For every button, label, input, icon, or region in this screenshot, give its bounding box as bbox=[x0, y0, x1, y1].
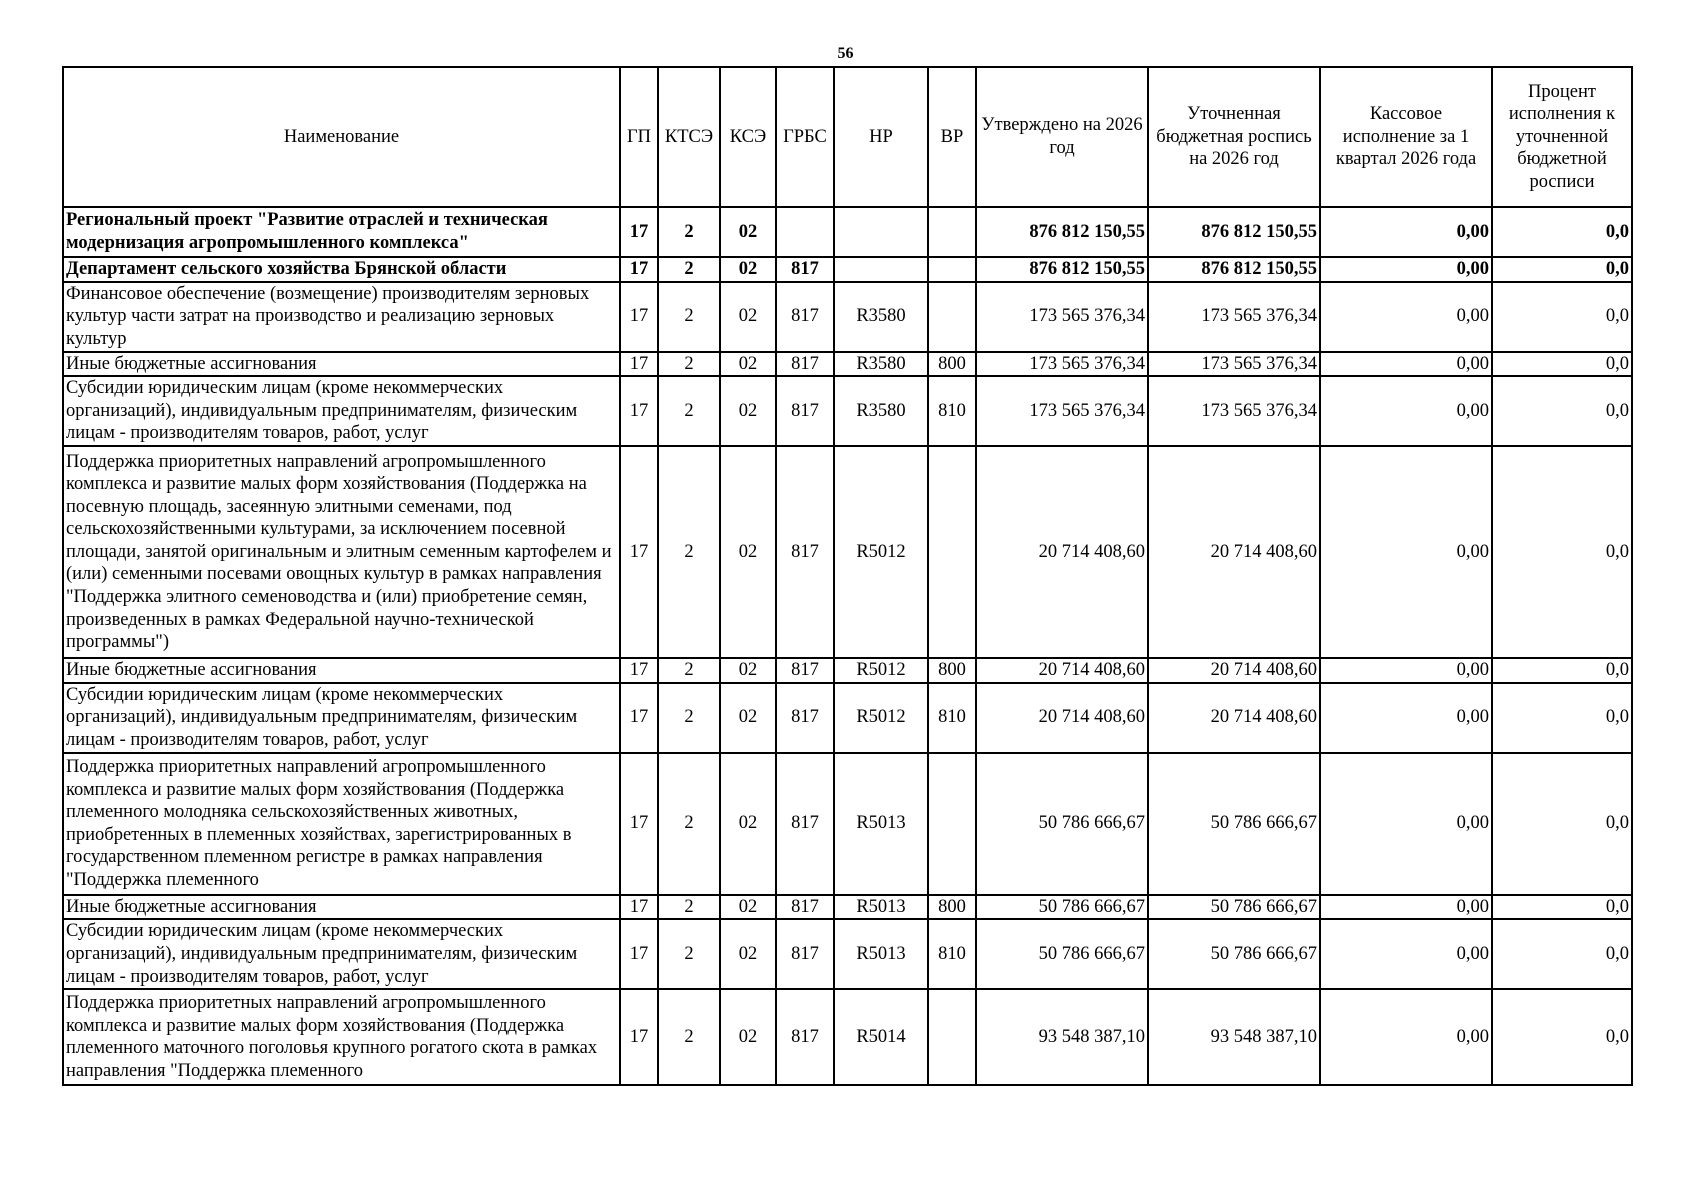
table-row bbox=[63, 919, 1632, 989]
cell-ktse: 2 bbox=[658, 352, 720, 377]
cell-refined: 876 812 150,55 bbox=[1148, 257, 1320, 282]
cell-vr bbox=[928, 282, 976, 352]
cell-percent: 0,0 bbox=[1492, 257, 1632, 282]
cell-grbs: 817 bbox=[776, 658, 834, 683]
header-name: Наименование bbox=[63, 67, 620, 207]
cell-kse: 02 bbox=[720, 257, 776, 282]
cell-percent: 0,0 bbox=[1492, 658, 1632, 683]
cell-nr: R5012 bbox=[834, 683, 928, 753]
cell-kse: 02 bbox=[720, 446, 776, 658]
table-row bbox=[63, 207, 1632, 257]
cell-ktse: 2 bbox=[658, 446, 720, 658]
cell-grbs: 817 bbox=[776, 753, 834, 895]
cell-gp: 17 bbox=[620, 683, 658, 753]
cell-approved: 173 565 376,34 bbox=[976, 352, 1148, 377]
cell-refined: 20 714 408,60 bbox=[1148, 683, 1320, 753]
cell-cash: 0,00 bbox=[1320, 207, 1492, 257]
cell-approved: 20 714 408,60 bbox=[976, 683, 1148, 753]
cell-grbs: 817 bbox=[776, 257, 834, 282]
cell-name: Иные бюджетные ассигнования bbox=[63, 352, 620, 377]
cell-approved: 876 812 150,55 bbox=[976, 257, 1148, 282]
cell-approved: 20 714 408,60 bbox=[976, 658, 1148, 683]
header-approved: Утверждено на 2026 год bbox=[976, 67, 1148, 207]
cell-refined: 876 812 150,55 bbox=[1148, 207, 1320, 257]
cell-refined: 173 565 376,34 bbox=[1148, 376, 1320, 446]
cell-vr: 810 bbox=[928, 683, 976, 753]
cell-nr: R3580 bbox=[834, 352, 928, 377]
cell-kse: 02 bbox=[720, 658, 776, 683]
cell-nr: R5013 bbox=[834, 753, 928, 895]
cell-cash: 0,00 bbox=[1320, 895, 1492, 920]
cell-grbs: 817 bbox=[776, 895, 834, 920]
header-kse: КСЭ bbox=[720, 67, 776, 207]
cell-gp: 17 bbox=[620, 282, 658, 352]
cell-kse: 02 bbox=[720, 919, 776, 989]
cell-approved: 876 812 150,55 bbox=[976, 207, 1148, 257]
cell-percent: 0,0 bbox=[1492, 895, 1632, 920]
cell-kse: 02 bbox=[720, 207, 776, 257]
table-row bbox=[63, 282, 1632, 352]
cell-percent: 0,0 bbox=[1492, 352, 1632, 377]
cell-percent: 0,0 bbox=[1492, 683, 1632, 753]
budget-execution-table bbox=[62, 66, 1633, 1086]
table-body bbox=[63, 207, 1632, 1085]
table-row bbox=[63, 376, 1632, 446]
cell-cash: 0,00 bbox=[1320, 753, 1492, 895]
cell-cash: 0,00 bbox=[1320, 919, 1492, 989]
cell-nr bbox=[834, 207, 928, 257]
header-refined: Уточненная бюджетная роспись на 2026 год bbox=[1148, 67, 1320, 207]
cell-ktse: 2 bbox=[658, 207, 720, 257]
cell-refined: 50 786 666,67 bbox=[1148, 919, 1320, 989]
cell-nr: R3580 bbox=[834, 376, 928, 446]
cell-nr: R5013 bbox=[834, 895, 928, 920]
cell-grbs bbox=[776, 207, 834, 257]
cell-percent: 0,0 bbox=[1492, 446, 1632, 658]
cell-grbs: 817 bbox=[776, 989, 834, 1085]
cell-gp: 17 bbox=[620, 989, 658, 1085]
cell-grbs: 817 bbox=[776, 352, 834, 377]
table-row bbox=[63, 257, 1632, 282]
cell-name: Иные бюджетные ассигнования bbox=[63, 895, 620, 920]
cell-vr: 800 bbox=[928, 895, 976, 920]
cell-name: Поддержка приоритетных направлений агропромышленного комплекса и развитие малых форм хозяйствования (Поддержка на посевную площадь, засеянную элитными семенами, под сельскохозяйственными культурами, за исключением посевной площади, занятой оригинальным и элитным семенным картофелем и (или) семенными посевами овощных культур в рамках направления "Поддержка элитного семеноводства и (или) приобретение семян, произведенных в рамках Федеральной научно-технической программы") bbox=[63, 446, 620, 658]
cell-name: Поддержка приоритетных направлений агропромышленного комплекса и развитие малых форм хозяйствования (Поддержка племенного маточного поголовья крупного рогатого скота в рамках направления "Поддержка племенного bbox=[63, 989, 620, 1085]
cell-cash: 0,00 bbox=[1320, 352, 1492, 377]
cell-percent: 0,0 bbox=[1492, 282, 1632, 352]
cell-cash: 0,00 bbox=[1320, 658, 1492, 683]
table-header-row bbox=[63, 67, 1632, 207]
cell-name: Департамент сельского хозяйства Брянской области bbox=[63, 257, 620, 282]
cell-refined: 173 565 376,34 bbox=[1148, 282, 1320, 352]
cell-ktse: 2 bbox=[658, 658, 720, 683]
cell-gp: 17 bbox=[620, 207, 658, 257]
cell-nr: R5014 bbox=[834, 989, 928, 1085]
cell-refined: 93 548 387,10 bbox=[1148, 989, 1320, 1085]
cell-approved: 50 786 666,67 bbox=[976, 753, 1148, 895]
cell-nr: R3580 bbox=[834, 282, 928, 352]
cell-refined: 50 786 666,67 bbox=[1148, 753, 1320, 895]
cell-gp: 17 bbox=[620, 257, 658, 282]
cell-name: Субсидии юридическим лицам (кроме некоммерческих организаций), индивидуальным предпринимателям, физическим лицам - производителям товаров, работ, услуг bbox=[63, 683, 620, 753]
cell-grbs: 817 bbox=[776, 919, 834, 989]
cell-name: Субсидии юридическим лицам (кроме некоммерческих организаций), индивидуальным предпринимателям, физическим лицам - производителям товаров, работ, услуг bbox=[63, 376, 620, 446]
cell-percent: 0,0 bbox=[1492, 376, 1632, 446]
cell-kse: 02 bbox=[720, 895, 776, 920]
cell-ktse: 2 bbox=[658, 989, 720, 1085]
cell-name: Региональный проект "Развитие отраслей и техническая модернизация агропромышленного комплекса" bbox=[63, 207, 620, 257]
cell-vr bbox=[928, 446, 976, 658]
cell-ktse: 2 bbox=[658, 282, 720, 352]
cell-refined: 20 714 408,60 bbox=[1148, 658, 1320, 683]
cell-grbs: 817 bbox=[776, 376, 834, 446]
cell-kse: 02 bbox=[720, 282, 776, 352]
cell-kse: 02 bbox=[720, 989, 776, 1085]
header-gp: ГП bbox=[620, 67, 658, 207]
cell-ktse: 2 bbox=[658, 895, 720, 920]
cell-kse: 02 bbox=[720, 376, 776, 446]
cell-ktse: 2 bbox=[658, 257, 720, 282]
cell-cash: 0,00 bbox=[1320, 683, 1492, 753]
cell-nr: R5013 bbox=[834, 919, 928, 989]
header-vr: ВР bbox=[928, 67, 976, 207]
cell-name: Субсидии юридическим лицам (кроме некоммерческих организаций), индивидуальным предпринимателям, физическим лицам - производителям товаров, работ, услуг bbox=[63, 919, 620, 989]
cell-cash: 0,00 bbox=[1320, 257, 1492, 282]
table-row bbox=[63, 989, 1632, 1085]
header-ktse: КТСЭ bbox=[658, 67, 720, 207]
cell-vr: 800 bbox=[928, 658, 976, 683]
cell-gp: 17 bbox=[620, 376, 658, 446]
cell-refined: 173 565 376,34 bbox=[1148, 352, 1320, 377]
cell-grbs: 817 bbox=[776, 683, 834, 753]
cell-nr: R5012 bbox=[834, 446, 928, 658]
cell-grbs: 817 bbox=[776, 446, 834, 658]
cell-refined: 20 714 408,60 bbox=[1148, 446, 1320, 658]
table-row bbox=[63, 753, 1632, 895]
cell-approved: 93 548 387,10 bbox=[976, 989, 1148, 1085]
cell-nr bbox=[834, 257, 928, 282]
cell-ktse: 2 bbox=[658, 919, 720, 989]
table-row bbox=[63, 446, 1632, 658]
cell-cash: 0,00 bbox=[1320, 446, 1492, 658]
cell-approved: 173 565 376,34 bbox=[976, 376, 1148, 446]
cell-ktse: 2 bbox=[658, 683, 720, 753]
cell-grbs: 817 bbox=[776, 282, 834, 352]
cell-cash: 0,00 bbox=[1320, 282, 1492, 352]
cell-name: Поддержка приоритетных направлений агропромышленного комплекса и развитие малых форм хозяйствования (Поддержка племенного молодняка сельскохозяйственных животных, приобретенных в племенных хозяйствах, зарегистрированных в государственном племенном регистре в рамках направления "Поддержка племенного bbox=[63, 753, 620, 895]
cell-vr bbox=[928, 989, 976, 1085]
cell-refined: 50 786 666,67 bbox=[1148, 895, 1320, 920]
cell-gp: 17 bbox=[620, 919, 658, 989]
cell-vr bbox=[928, 753, 976, 895]
cell-cash: 0,00 bbox=[1320, 376, 1492, 446]
table-row bbox=[63, 658, 1632, 683]
cell-approved: 50 786 666,67 bbox=[976, 919, 1148, 989]
table-row bbox=[63, 895, 1632, 920]
cell-approved: 173 565 376,34 bbox=[976, 282, 1148, 352]
cell-vr: 810 bbox=[928, 919, 976, 989]
cell-kse: 02 bbox=[720, 352, 776, 377]
cell-ktse: 2 bbox=[658, 753, 720, 895]
cell-vr bbox=[928, 257, 976, 282]
cell-approved: 50 786 666,67 bbox=[976, 895, 1148, 920]
cell-approved: 20 714 408,60 bbox=[976, 446, 1148, 658]
page-number: 56 bbox=[837, 45, 854, 62]
cell-gp: 17 bbox=[620, 753, 658, 895]
cell-name: Финансовое обеспечение (возмещение) производителям зерновых культур части затрат на производство и реализацию зерновых культур bbox=[63, 282, 620, 352]
header-nr: НР bbox=[834, 67, 928, 207]
cell-name: Иные бюджетные ассигнования bbox=[63, 658, 620, 683]
table-row bbox=[63, 352, 1632, 377]
table-row bbox=[63, 683, 1632, 753]
cell-gp: 17 bbox=[620, 446, 658, 658]
cell-cash: 0,00 bbox=[1320, 989, 1492, 1085]
cell-vr bbox=[928, 207, 976, 257]
cell-percent: 0,0 bbox=[1492, 207, 1632, 257]
header-grbs: ГРБС bbox=[776, 67, 834, 207]
cell-percent: 0,0 bbox=[1492, 919, 1632, 989]
cell-ktse: 2 bbox=[658, 376, 720, 446]
cell-percent: 0,0 bbox=[1492, 753, 1632, 895]
cell-nr: R5012 bbox=[834, 658, 928, 683]
cell-vr: 800 bbox=[928, 352, 976, 377]
cell-gp: 17 bbox=[620, 352, 658, 377]
cell-vr: 810 bbox=[928, 376, 976, 446]
cell-kse: 02 bbox=[720, 753, 776, 895]
cell-percent: 0,0 bbox=[1492, 989, 1632, 1085]
cell-kse: 02 bbox=[720, 683, 776, 753]
header-percent: Процент исполнения к уточненной бюджетной росписи bbox=[1492, 67, 1632, 207]
cell-gp: 17 bbox=[620, 658, 658, 683]
header-cash: Кассовое исполнение за 1 квартал 2026 года bbox=[1320, 67, 1492, 207]
cell-gp: 17 bbox=[620, 895, 658, 920]
